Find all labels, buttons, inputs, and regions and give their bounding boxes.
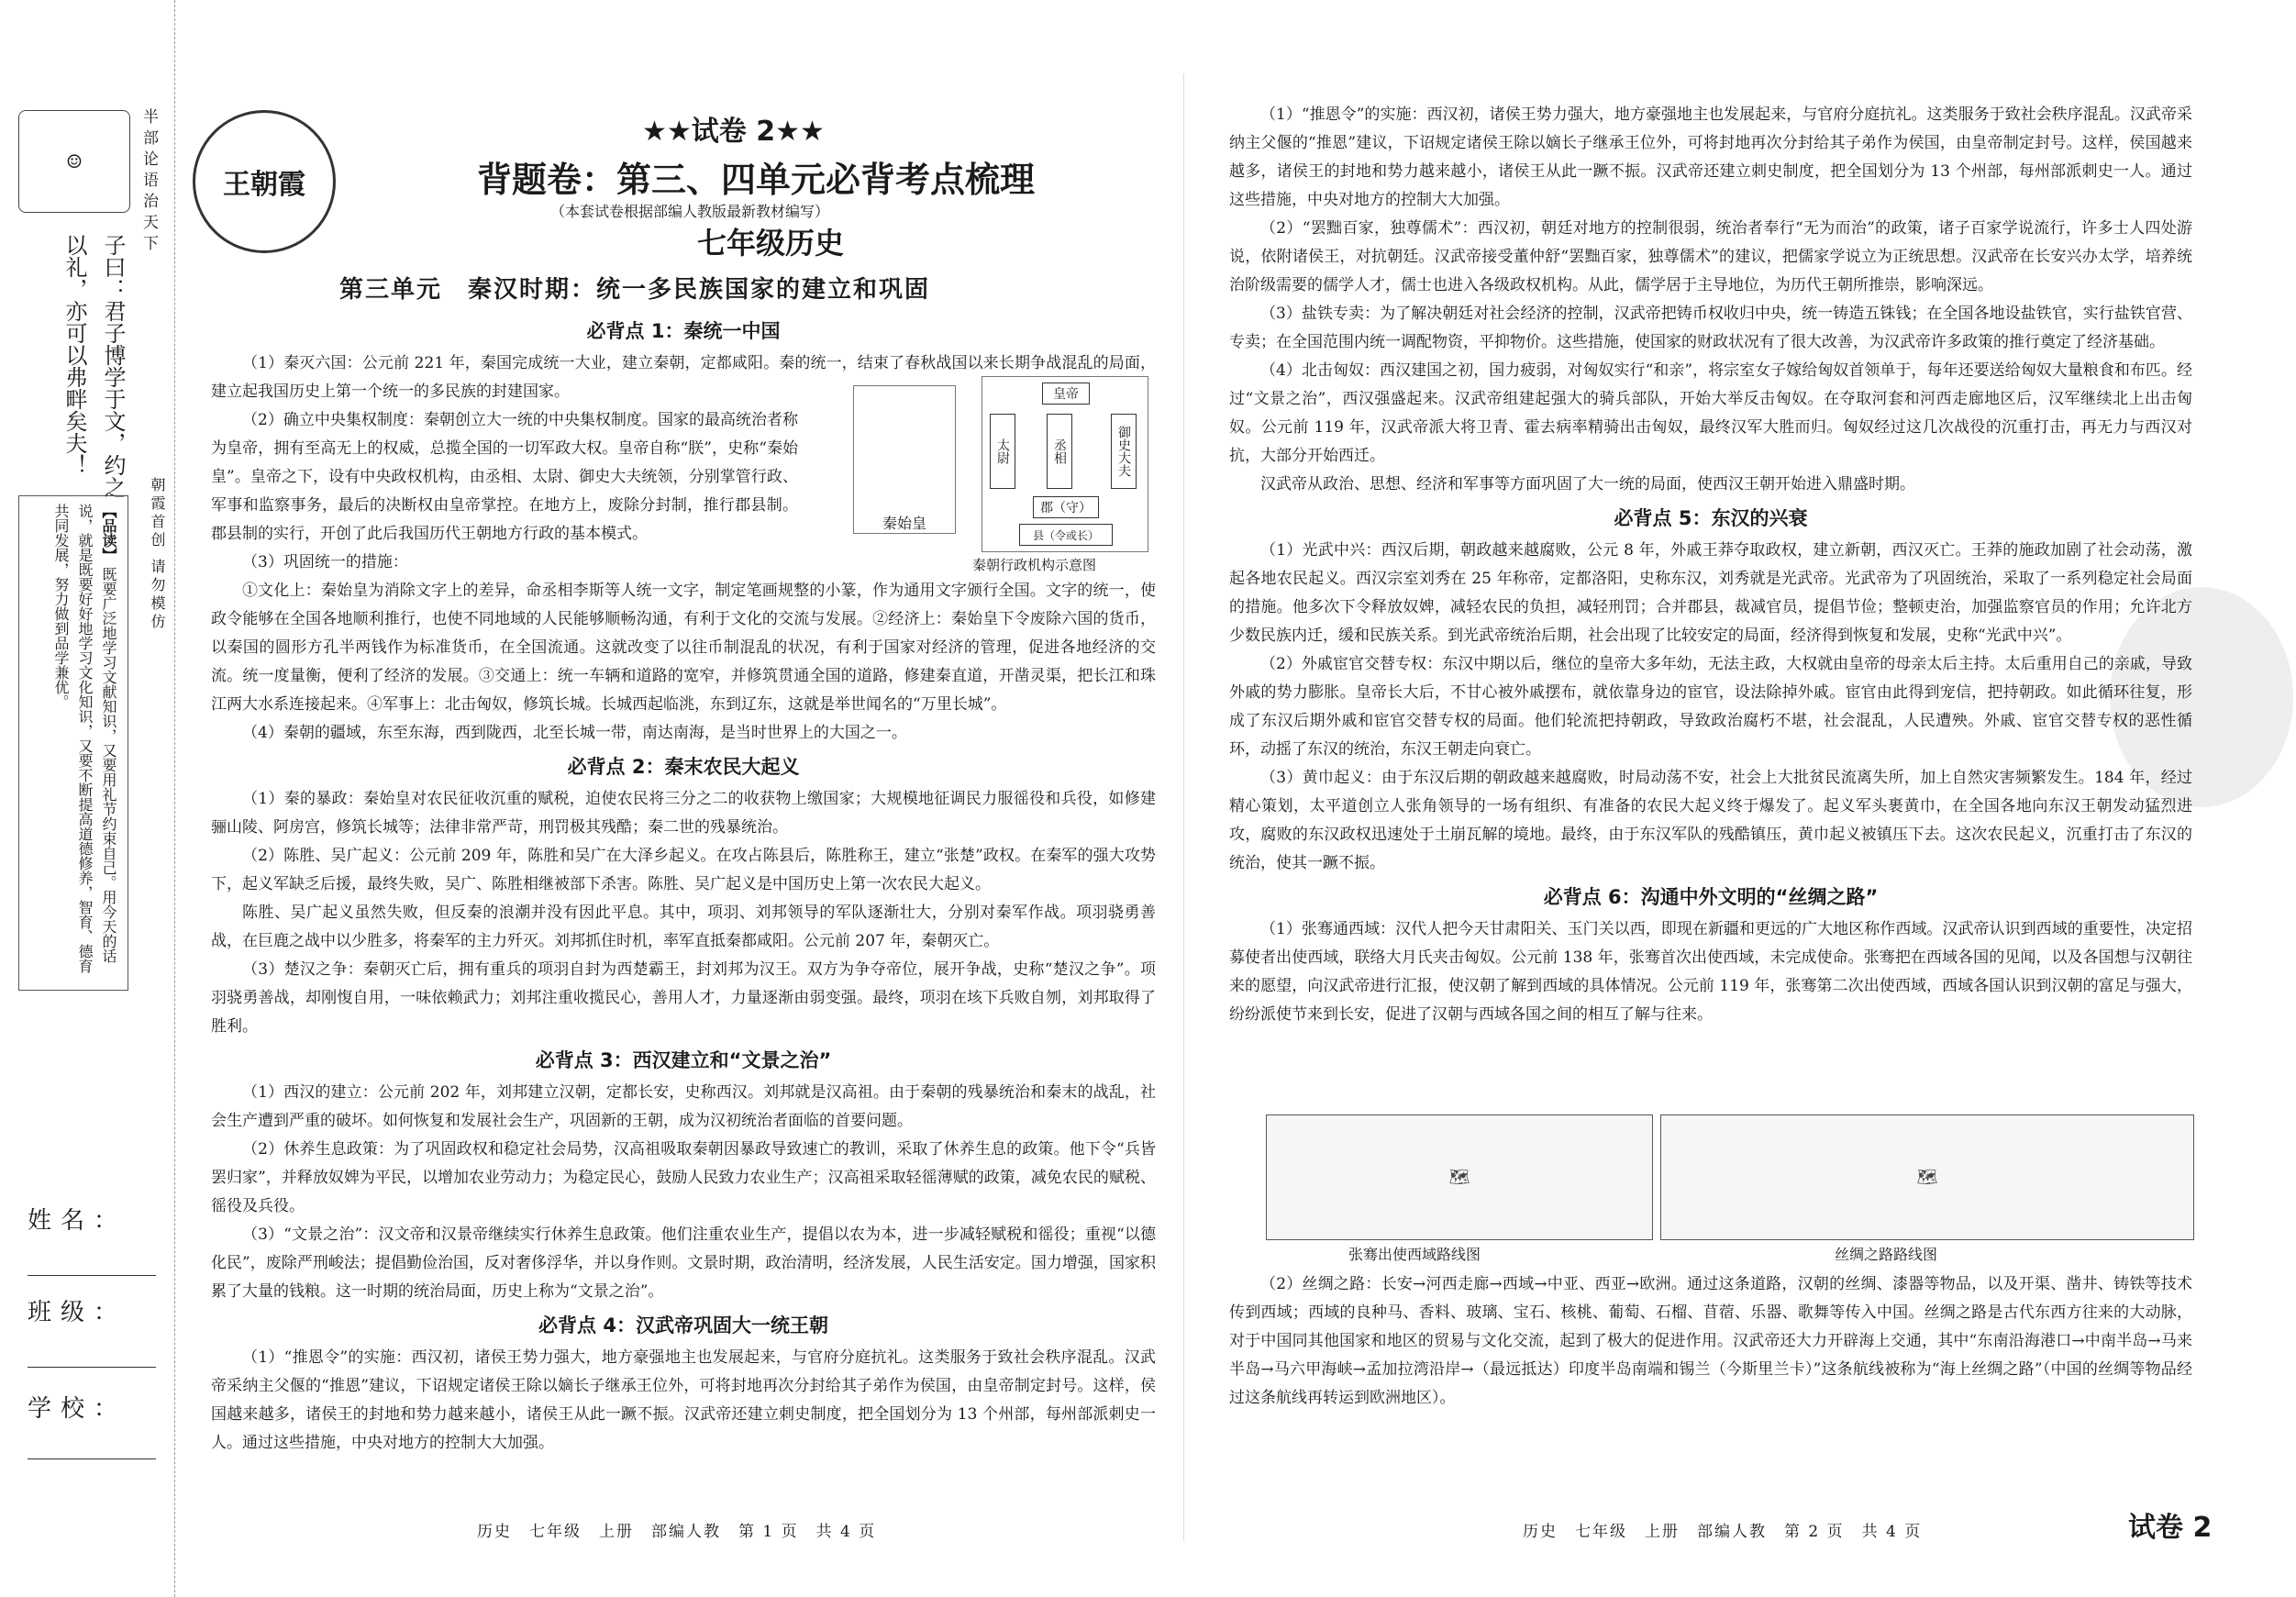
paragraph: （1）“推恩令”的实施：西汉初，诸侯王势力强大，地方豪强地主也发展起来，与官府分庭抗礼。这类服务于致社会秩序混乱。汉武帝采纳主父偃的“推恩”建议，下诏规定诸侯王除以嫡长子继承王位外，可将封地再次分封给其子弟作为侯国，由皇帝制定封号。这样，侯国越来越多，诸侯王的封地和势力越来越小，诸侯王从此一蹶不振。汉武帝还建立刺史制度，把全国划分为 13 个州部，每州部派刺史一人。通过这些措施，中央对地方的控制大大加强。: [1229, 105, 2192, 209]
section-title: 必背点 3：西汉建立和“文景之治”: [535, 1049, 832, 1071]
paragraph: ①文化上：秦始皇为消除文字上的差异，命丞相李斯等人统一文字，制定笔画规整的小篆，作为通用文字颁行全国。文字的统一，使政令能够在全国各地顺利推行，也使不同地域的人民能够顺畅沟通，有利于文化的交流与发展。②经济上：秦始皇下令废除六国的货币，以秦国的圆形方孔半两钱作为标准货币，在全国流通。这就改变了以往币制混乱的状况，有利于国家对经济的管理，促进各地经济的交流。统一度量衡，便利了经济的发展。③交通上：统一车辆和道路的宽窄，并修筑贯通全国的道路，修建秦直道，开凿灵渠，把长江和珠江两大水系连接起来。④军事上：北击匈奴，修筑长城。长城西起临洮，东到辽东，这就是举世闻名的“万里长城”。: [211, 582, 1156, 714]
vertical-note: 朝霞首创 请勿模仿: [149, 477, 166, 633]
paragraph: （1）张骞通西域：汉代人把今天甘肃阳关、玉门关以西，即现在新疆和更远的广大地区称作西域。汉武帝认识到西域的重要性，决定招募使者出使西域，联络大月氏夹击匈奴。公元前 138 年，张骞首次出使西域，未完成使命。张骞把在西域各国的见闻，以及各国想与汉朝往来的愿望，向汉武帝进行汇报，使汉朝了解到西域的具体情况。公元前 119 年，张骞第二次出使西域，西域各国认识到汉朝的富足与强大，纷纷派使节来到长安，促进了汉朝与西域各国之间的相互了解与往来。: [1229, 920, 2192, 1024]
struct-caption: 秦朝行政机构示意图: [972, 557, 1097, 573]
paragraph: （2）陈胜、吴广起义：公元前 209 年，陈胜和吴广在大泽乡起义。在攻占陈县后，陈胜称王，建立“张楚”政权。在秦军的强大攻势下，起义军缺乏后援，最终失败，吴广、陈胜相继被部下杀害。陈胜、吴广起义是中国历史上第一次农民大起义。: [211, 847, 1156, 893]
paragraph: （2）休养生息政策：为了巩固政权和稳定社会局势，汉高祖吸取秦朝因暴政导致速亡的教训，采取了休养生息的政策。他下令“兵皆罢归家”，并释放奴婢为平民，以增加农业劳动力；为稳定民心，鼓励人民致力农业生产；汉高祖采取轻徭薄赋的政策，减免农民的赋税、徭役及兵役。: [211, 1140, 1156, 1215]
section-title: 必背点 5：东汉的兴衰: [1614, 507, 1808, 529]
school-line[interactable]: [28, 1458, 156, 1459]
paragraph: （3）盐铁专卖：为了解决朝廷对社会经济的控制，汉武帝把铸币权收归中央，统一铸造五铢钱；在全国各地设盐铁官，实行盐铁官营、专卖；在全国范围内统一调配物资，平抑物价。这些措施，使国家的财政状况有了很大改善，为汉武帝许多政策的推行奠定了经济基础。: [1229, 305, 2192, 351]
name-line[interactable]: [28, 1275, 156, 1276]
qin-shihuang-portrait: [853, 385, 956, 534]
map-icon: 🗺: [1916, 1168, 1938, 1187]
qin-admin-structure-diagram: [982, 376, 1148, 552]
page-divider: [1183, 73, 1184, 1541]
paragraph: 陈胜、吴广起义虽然失败，但反秦的浪潮并没有因此平息。其中，项羽、刘邦领导的军队逐渐壮大，分别对秦军作战。项羽骁勇善战，在巨鹿之战中以少胜多，将秦军的主力歼灭。刘邦抓住时机，率军直抵秦都咸阳。公元前 207 年，秦朝灭亡。: [211, 904, 1156, 950]
class-label: 班级：: [28, 1299, 128, 1326]
struct-chengxiang: 丞相: [1047, 414, 1072, 489]
grade-subject: 七年级历史: [697, 226, 845, 261]
paragraph: 汉武帝从政治、思想、经济和军事等方面巩固了大一统的局面，使西汉王朝开始进入鼎盛时期。: [1260, 475, 1915, 494]
paragraph: （1）“推恩令”的实施：西汉初，诸侯王势力强大，地方豪强地主也发展起来，与官府分庭抗礼。这类服务于致社会秩序混乱。汉武帝采纳主父偃的“推恩”建议，下诏规定诸侯王除以嫡长子继承王位外，可将封地再次分封给其子弟作为侯国，由皇帝制定封号。这样，侯国越来越多，诸侯王的封地和势力越来越小，诸侯王从此一蹶不振。汉武帝还建立刺史制度，把全国划分为 13 个州部，每州部派刺史一人。通过这些措施，中央对地方的控制大大加强。: [211, 1348, 1156, 1452]
zhang-qian-route-map: [1266, 1115, 1653, 1240]
paper-badge: 试卷 2: [2128, 1512, 2213, 1544]
footer-left: 历史 七年级 上册 部编人教 第 1 页 共 4 页: [477, 1523, 877, 1541]
footer-right: 历史 七年级 上册 部编人教 第 2 页 共 4 页: [1523, 1523, 1923, 1541]
paragraph: （3）“文景之治”：汉文帝和汉景帝继续实行休养生息政策。他们注重农业生产，提倡以农为本，进一步减轻赋税和徭役；重视“以德化民”，废除严刑峻法；提倡勤俭治国，反对奢侈浮华，并以身作则。文景时期，政治清明，经济发展，人民生活安定。国力增强，国家积累了大量的钱粮。这一时期的统治局面，历史上称为“文景之治”。: [211, 1225, 1156, 1301]
class-line[interactable]: [28, 1367, 156, 1368]
paragraph: （1）秦灭六国：公元前 221 年，秦国完成统一大业，建立秦朝，定都咸阳。秦的统一，结束了春秋战国以来长期争战混乱的局面，建立起我国历史上第一个统一的多民族的封建国家。: [211, 354, 1156, 401]
section-title: 必背点 4：汉武帝巩固大一统王朝: [538, 1314, 828, 1336]
section-title: 必背点 1：秦统一中国: [586, 320, 781, 342]
paragraph: （1）秦的暴政：秦始皇对农民征收沉重的赋税，迫使农民将三分之二的收获物上缴国家；大规模地征调民力服徭役和兵役，如修建骊山陵、阿房宫，修筑长城等；法律非常严苛，刑罚极其残酷；秦二世的残暴统治。: [211, 790, 1156, 837]
paragraph: （3）巩固统一的措施：: [242, 553, 408, 571]
section-title: 必背点 2：秦末农民大起义: [567, 756, 800, 778]
name-label: 姓名：: [28, 1207, 128, 1235]
paragraph: （1）西汉的建立：公元前 202 年，刘邦建立汉朝，定都长安，史称西汉。刘邦就是汉高祖。由于秦朝的残暴统治和秦末的战乱，社会生产遭到严重的破坏。如何恢复和发展社会生产，巩固新的王朝，成为汉初统治者面临的首要问题。: [211, 1083, 1156, 1130]
unit-heading: 第三单元 秦汉时期：统一多民族国家的建立和巩固: [339, 276, 931, 304]
struct-xian: 县（令或长）: [1019, 524, 1113, 546]
struct-emperor: 皇帝: [1042, 383, 1090, 405]
paragraph: （3）楚汉之争：秦朝灭亡后，拥有重兵的项羽自封为西楚霸王，封刘邦为汉王。双方为争夺帝位，展开争战，史称“楚汉之争”。项羽骁勇善战，却刚愎自用，一味依赖武力；刘邦注重收揽民心，善用人才，力量逐渐由弱变强。最终，项羽在垓下兵败自刎，刘邦取得了胜利。: [211, 960, 1156, 1036]
paragraph: （1）光武中兴：西汉后期，朝政越来越腐败，公元 8 年，外戚王莽夺取政权，建立新朝，西汉灭亡。王莽的施政加剧了社会动荡，激起各地农民起义。西汉宗室刘秀在 25 年称帝，定都洛阳，史称东汉，刘秀就是光武帝。光武帝为了巩固统治，采取了一系列稳定社会局面的措施。他多次下令释放奴婢，减轻农民的负担，减轻刑罚；合并郡县，裁减官员，提倡节俭；整顿吏治，加强监察官员的作用；允许北方少数民族内迁，缓和民族关系。到光武帝统治后期，社会出现了比较安定的局面，经济得到恢复和发展，史称“光武中兴”。: [1229, 541, 2192, 645]
page-title: 背题卷：第三、四单元必背考点梳理: [477, 160, 1036, 200]
school-label: 学校：: [28, 1395, 128, 1423]
sidebar-motto: 半部论语治天下: [139, 108, 158, 256]
silk-road-route-map: [1660, 1115, 2194, 1240]
map2-caption: 丝绸之路路线图: [1835, 1246, 1938, 1263]
struct-yushi: 御史大夫: [1111, 414, 1137, 489]
paragraph: （2）外戚宦官交替专权：东汉中期以后，继位的皇帝大多年幼，无法主政，大权就由皇帝的母亲太后主持。太后重用自己的亲戚，导致外戚的势力膨胀。皇帝长大后，不甘心被外戚摆布，就依靠身边的宦官，设法除掉外戚。宦官由此得到宠信，把持朝政。如此循环往复，形成了东汉后期外戚和宦官交替专权的局面。他们轮流把持朝政，导致政治腐朽不堪，社会混乱，人民遭殃。外戚、宦官交替专权的恶性循环，动摇了东汉的统治，东汉王朝走向衰亡。: [1229, 655, 2192, 759]
confucius-logo: ☺: [18, 110, 130, 213]
paragraph: （3）黄巾起义：由于东汉后期的朝政越来越腐败，时局动荡不安，社会上大批贫民流离失所，加上自然灾害频繁发生。184 年，经过精心策划，太平道创立人张角领导的一场有组织、有准备的农民大起义终于爆发了。起义军头裹黄巾，在全国各地向东汉王朝发动猛烈进攻，腐败的东汉政权迅速处于土崩瓦解的境地。最终，由于东汉军队的残酷镇压，黄巾起义被镇压下去。这次农民起义，沉重打击了东汉的统治，使其一蹶不振。: [1229, 769, 2192, 872]
struct-taiwei: 太尉: [990, 414, 1015, 489]
pindu-box: [18, 495, 128, 991]
pindu-text: 既要广泛地学习文献知识，又要用礼节约束自己。用今天的话说，就是既要好好地学习文化知识，又要不断提高道德修养，智育、德育共同发展，努力做到品学兼优。: [52, 504, 117, 973]
paragraph: （2）丝绸之路：长安→河西走廊→西域→中亚、西亚→欧洲。通过这条道路，汉朝的丝绸、漆器等物品，以及开渠、凿井、铸铁等技术传到西域；西域的良种马、香料、玻璃、宝石、核桃、葡萄、石榴、苜蓿、乐器、歌舞等传入中国。丝绸之路是古代东西方往来的大动脉，对于中国同其他国家和地区的贸易与文化交流，起到了极大的促进作用。汉武帝还大力开辟海上交通，其中“东南沿海港口→中南半岛→马来半岛→马六甲海峡→孟加拉湾沿岸→（最远抵达）印度半岛南端和锡兰（今斯里兰卡）”这条航线被称为“海上丝绸之路”（中国的丝绸等物品经过这条航线再转运到欧洲地区）。: [1229, 1275, 2192, 1407]
paragraph: （2）“罢黜百家，独尊儒术”：西汉初，朝廷对地方的控制很弱，统治者奉行“无为而治”的政策，诸子百家学说流行，许多士人四处游说，依附诸侯王，对抗朝廷。汉武帝接受董仲舒“罢黜百家，独尊儒术”的建议，把儒家学说立为正统思想。汉武帝在长安兴办太学，培养统治阶级需要的儒学人才，儒士也进入各级政权机构。从此，儒学居于主导地位，为历代王朝所推崇，影响深远。: [1229, 219, 2192, 294]
section-title: 必背点 6：沟通中外文明的“丝绸之路”: [1543, 886, 1879, 908]
sidebar-quote: 子曰：君子博学于文，约之以礼，亦可以弗畔矣夫！: [61, 234, 126, 498]
paper-label: ★★试卷 2★★: [642, 116, 825, 148]
portrait-caption: 秦始皇: [882, 515, 926, 532]
edition-note: （本套试卷根据部编人教版最新教材编写）: [550, 203, 830, 220]
map-icon: 🗺: [1448, 1168, 1470, 1187]
paragraph: （2）确立中央集权制度：秦朝创立大一统的中央集权制度。国家的最高统治者称为皇帝，拥有至高无上的权威，总揽全国的一切军政大权。皇帝自称“朕”，史称“秦始皇”。皇帝之下，设有中央政权机构，由丞相、太尉、御史大夫统领，分别掌管行政、军事和监察事务，最后的决断权由皇帝掌控。在地方上，废除分封制，推行郡县制。郡县制的实行，开创了此后我国历代王朝地方行政的基本模式。: [211, 411, 798, 543]
pindu-label: 【品读】: [100, 504, 117, 562]
binding-sidebar: [0, 0, 175, 1597]
paragraph: （4）北击匈奴：西汉建国之初，国力疲弱，对匈奴实行“和亲”，将宗室女子嫁给匈奴首领单于，每年还要送给匈奴大量粮食和布匹。经过“文景之治”，西汉强盛起来。汉武帝组建起强大的骑兵部队，开始大举反击匈奴。在夺取河套和河西走廊地区后，汉军继续北上出击匈奴。公元前 119 年，汉武帝派大将卫青、霍去病率精骑出击匈奴，最终汉军大胜而归。匈奴经过这几次战役的沉重打击，再无力与西汉对抗，大部分开始西迁。: [1229, 361, 2192, 465]
silk-road-section: [1229, 1270, 2192, 1413]
right-column: [1229, 101, 2192, 1029]
map1-caption: 张骞出使西域路线图: [1348, 1246, 1481, 1263]
paragraph: （4）秦朝的疆域，东至东海，西到陇西，北至长城一带，南达南海，是当时世界上的大国之一。: [242, 724, 907, 742]
brand-emblem: 王朝霞: [193, 110, 336, 253]
struct-jun: 郡（守）: [1033, 496, 1099, 518]
